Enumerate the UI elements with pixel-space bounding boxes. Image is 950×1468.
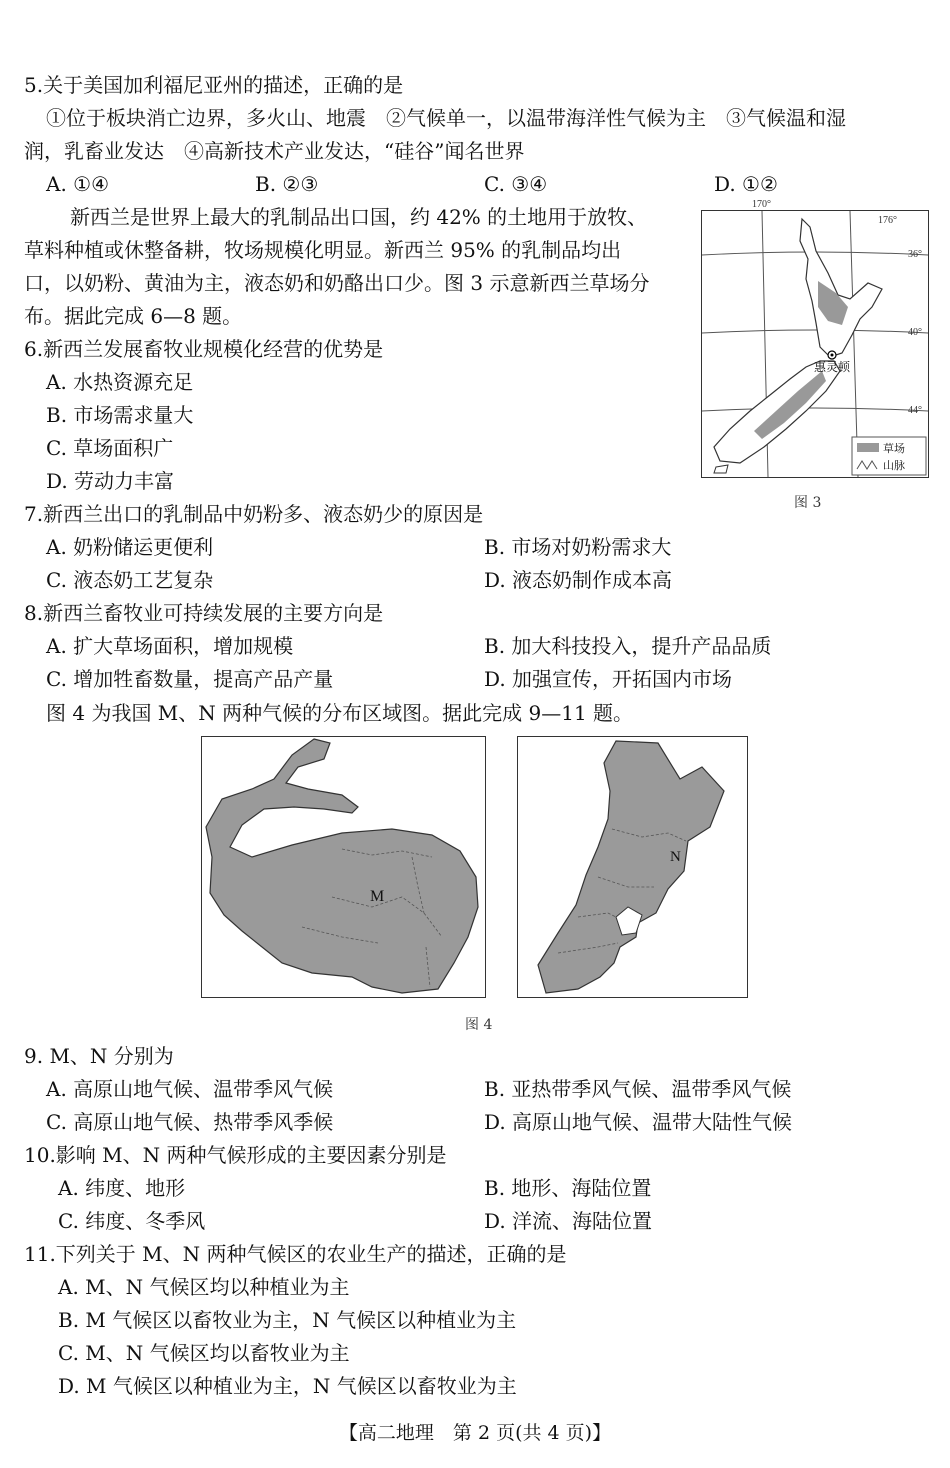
q11-option-d: D. M 气候区以种植业为主，N 气候区以畜牧业为主 xyxy=(58,1374,517,1398)
q11-option-b: B. M 气候区以畜牧业为主，N 气候区以种植业为主 xyxy=(58,1308,517,1332)
q8-option-b: B. 加大科技投入，提升产品品质 xyxy=(484,634,772,658)
q10-option-c: C. 纬度、冬季风 xyxy=(58,1209,206,1233)
page-footer: 【高二地理 第 2 页(共 4 页)】 xyxy=(338,1422,612,1444)
figure-4-region-m-map xyxy=(201,736,486,998)
q5-stem: 5.关于美国加利福尼亚州的描述，正确的是 xyxy=(24,73,404,97)
q5-option-b: B. ②③ xyxy=(255,172,319,196)
q6-option-d: D. 劳动力丰富 xyxy=(46,469,175,493)
q6-option-b: B. 市场需求量大 xyxy=(46,403,194,427)
city-label-wellington: 惠灵顿 xyxy=(814,360,851,374)
legend-grass-swatch xyxy=(857,443,879,452)
q10-stem: 10.影响 M、N 两种气候形成的主要因素分别是 xyxy=(24,1143,447,1167)
q10-option-d: D. 洋流、海陆位置 xyxy=(484,1209,653,1233)
passage1-line3: 口，以奶粉、黄油为主，液态奶和奶酪出口少。图 3 示意新西兰草场分 xyxy=(24,271,650,295)
lon-label-176: 176° xyxy=(878,215,897,226)
passage1-line1: 新西兰是世界上最大的乳制品出口国，约 42% 的土地用于放牧、 xyxy=(70,205,648,229)
q11-option-c: C. M、N 气候区均以畜牧业为主 xyxy=(58,1341,350,1365)
q10-option-a: A. 纬度、地形 xyxy=(58,1176,186,1200)
figure-4-caption: 图 4 xyxy=(465,1017,493,1033)
q5-statements-line1: ①位于板块消亡边界，多火山、地震 ②气候单一，以温带海洋性气候为主 ③气候温和湿 xyxy=(46,106,846,130)
region-m-svg xyxy=(202,737,485,997)
q9-option-d: D. 高原山地气候、温带大陆性气候 xyxy=(484,1110,793,1134)
q9-option-a: A. 高原山地气候、温带季风气候 xyxy=(46,1077,334,1101)
q7-option-c: C. 液态奶工艺复杂 xyxy=(46,568,214,592)
q9-stem: 9. M、N 分别为 xyxy=(24,1044,174,1068)
north-island-shape xyxy=(800,219,882,357)
passage1-line4: 布。据此完成 6—8 题。 xyxy=(24,304,243,328)
q5-option-d: D. ①② xyxy=(714,172,778,196)
q11-stem: 11.下列关于 M、N 两种气候区的农业生产的描述，正确的是 xyxy=(24,1242,567,1266)
label-n: N xyxy=(670,849,681,865)
passage1-line2: 草料种植或休整备耕，牧场规模化明显。新西兰 95% 的乳制品均出 xyxy=(24,238,622,262)
lat-label-40: 40° xyxy=(908,327,922,338)
lat-label-36: 36° xyxy=(908,249,922,260)
region-n-svg xyxy=(518,737,747,997)
q5-statements-line2: 润，乳畜业发达 ④高新技术产业发达，“硅谷”闻名世界 xyxy=(24,139,525,163)
legend-mountain-label: 山脉 xyxy=(883,459,905,472)
q9-option-c: C. 高原山地气候、热带季风季候 xyxy=(46,1110,334,1134)
passage2: 图 4 为我国 M、N 两种气候的分布区域图。据此完成 9—11 题。 xyxy=(46,701,634,725)
legend-grass-label: 草场 xyxy=(883,442,905,455)
figure-3-caption: 图 3 xyxy=(794,495,822,511)
q7-option-d: D. 液态奶制作成本高 xyxy=(484,568,673,592)
q6-option-a: A. 水热资源充足 xyxy=(46,370,194,394)
region-n-shape xyxy=(538,741,724,993)
q7-stem: 7.新西兰出口的乳制品中奶粉多、液态奶少的原因是 xyxy=(24,502,484,526)
figure-3-new-zealand-map xyxy=(701,199,929,478)
map-legend xyxy=(852,437,926,475)
q11-option-a: A. M、N 气候区均以种植业为主 xyxy=(58,1275,350,1299)
q7-option-a: A. 奶粉储运更便利 xyxy=(46,535,214,559)
q9-option-b: B. 亚热带季风气候、温带季风气候 xyxy=(484,1077,792,1101)
label-m: M xyxy=(370,888,385,905)
lon-label-170: 170° xyxy=(752,199,771,210)
nz-map-svg xyxy=(702,199,928,477)
q7-option-b: B. 市场对奶粉需求大 xyxy=(484,535,672,559)
q8-option-c: C. 增加牲畜数量，提高产品产量 xyxy=(46,667,334,691)
q8-stem: 8.新西兰畜牧业可持续发展的主要方向是 xyxy=(24,601,384,625)
stewart-island-shape xyxy=(714,465,728,473)
figure-4-region-n-map xyxy=(517,736,748,998)
lat-label-44: 44° xyxy=(908,405,922,416)
q8-option-a: A. 扩大草场面积，增加规模 xyxy=(46,634,294,658)
q5-option-a: A. ①④ xyxy=(46,172,110,196)
region-m-shape xyxy=(206,739,478,993)
q5-option-c: C. ③④ xyxy=(484,172,548,196)
q8-option-d: D. 加强宣传，开拓国内市场 xyxy=(484,667,733,691)
wellington-marker-dot xyxy=(831,354,834,357)
q6-option-c: C. 草场面积广 xyxy=(46,436,174,460)
q10-option-b: B. 地形、海陆位置 xyxy=(484,1176,652,1200)
q6-stem: 6.新西兰发展畜牧业规模化经营的优势是 xyxy=(24,337,384,361)
